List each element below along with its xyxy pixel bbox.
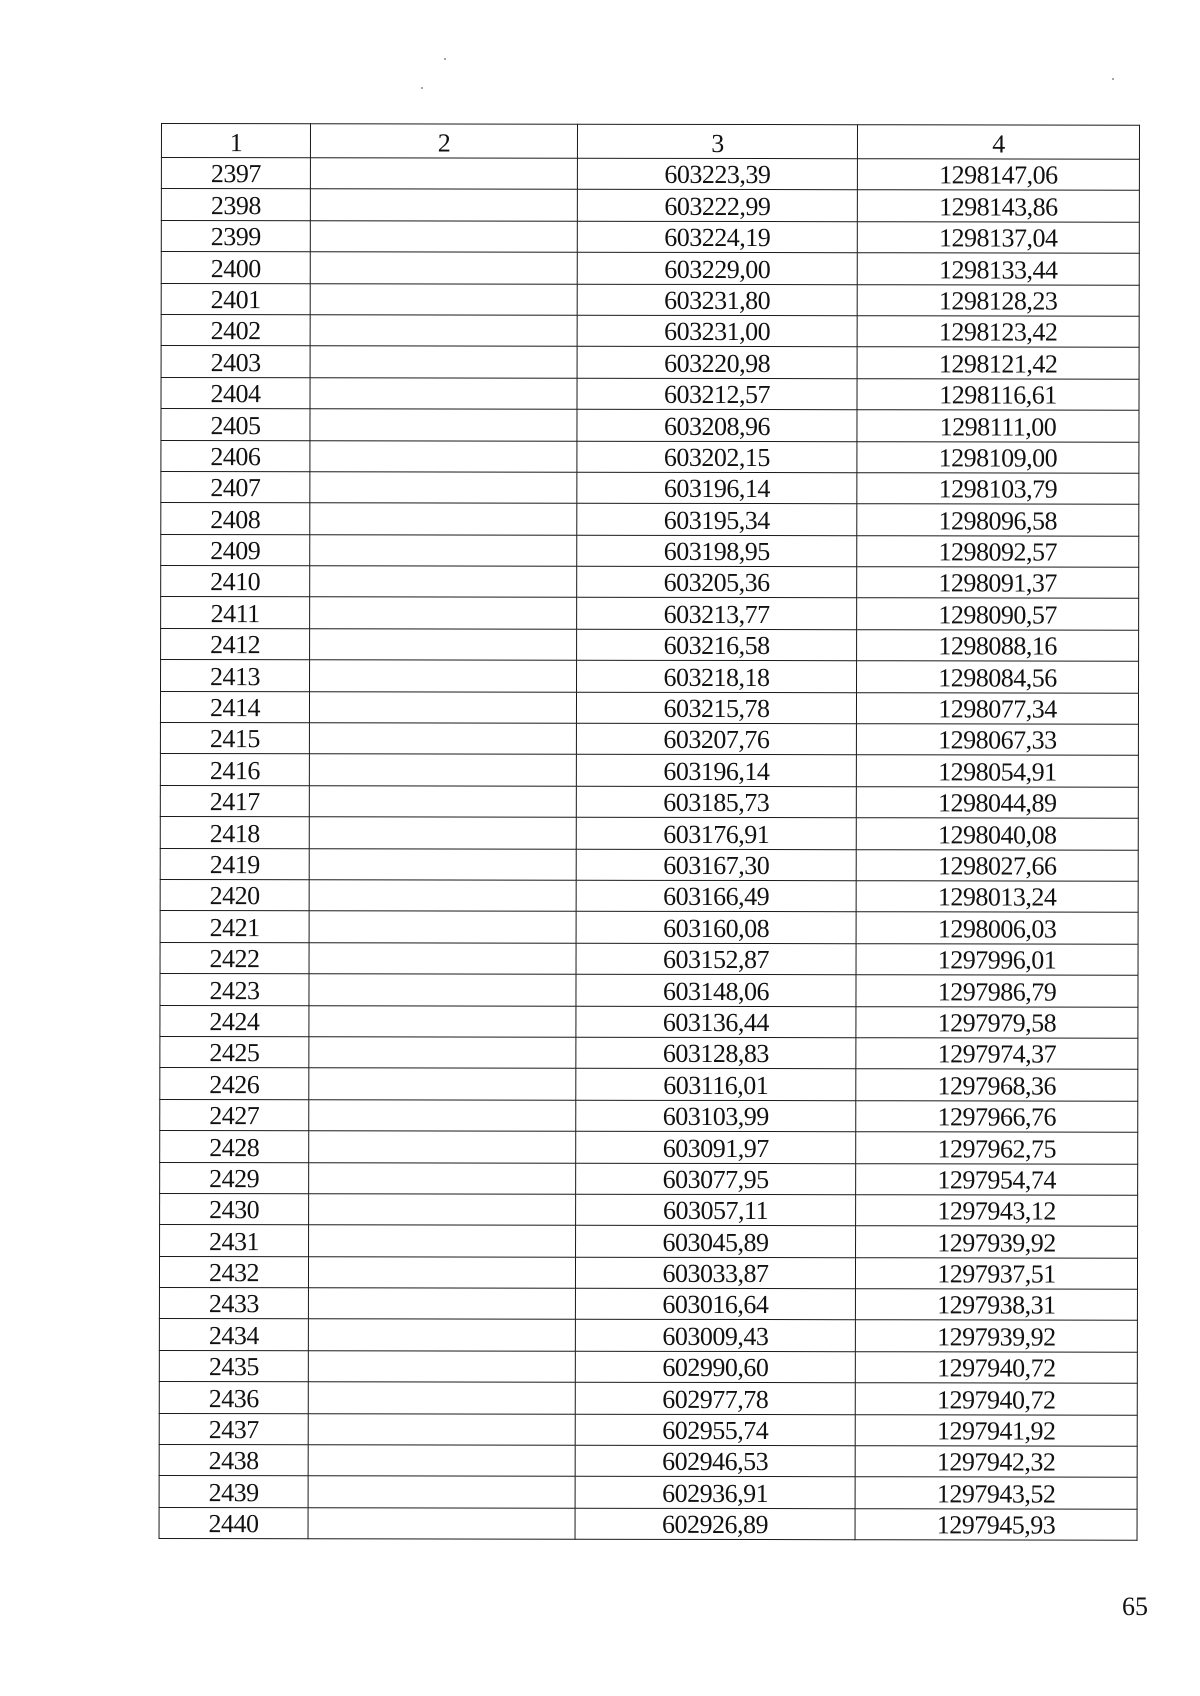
table-row	[159, 1507, 1137, 1540]
point-number-cell: 2431	[160, 1225, 309, 1257]
x-coordinate-cell: 603202,15	[577, 441, 857, 473]
table-row	[161, 220, 1139, 253]
point-number-cell: 2416	[160, 754, 309, 786]
x-coordinate-cell: 602936,91	[575, 1477, 855, 1509]
table-row	[161, 314, 1139, 347]
x-coordinate-cell: 602990,60	[575, 1351, 855, 1383]
description-cell	[310, 315, 577, 347]
point-number-cell: 2404	[161, 377, 310, 409]
y-coordinate-cell: 1298084,56	[857, 661, 1139, 693]
x-coordinate-cell: 603167,30	[576, 849, 856, 881]
y-coordinate-cell: 1297942,32	[855, 1446, 1137, 1478]
table-body	[159, 158, 1139, 1541]
y-coordinate-cell: 1297968,36	[856, 1069, 1138, 1101]
x-coordinate-cell: 603222,99	[577, 190, 857, 222]
description-cell	[310, 660, 577, 692]
description-cell	[308, 1351, 575, 1383]
point-number-cell: 2399	[161, 220, 310, 252]
table-row	[160, 1193, 1138, 1226]
y-coordinate-cell: 1298088,16	[857, 630, 1139, 662]
x-coordinate-cell: 603218,18	[577, 660, 857, 692]
description-cell	[310, 189, 577, 221]
y-coordinate-cell: 1297940,72	[855, 1352, 1137, 1384]
x-coordinate-cell: 603220,98	[577, 347, 857, 379]
x-coordinate-cell: 603057,11	[576, 1194, 856, 1226]
table-row	[160, 754, 1138, 787]
description-cell	[310, 597, 577, 629]
x-coordinate-cell: 603196,14	[576, 755, 856, 787]
description-cell	[309, 1162, 576, 1194]
x-coordinate-cell: 603148,06	[576, 974, 856, 1006]
point-number-cell: 2397	[161, 158, 310, 190]
table-row	[159, 1382, 1137, 1415]
point-number-cell: 2438	[159, 1445, 308, 1477]
description-cell	[310, 534, 577, 566]
y-coordinate-cell: 1298077,34	[856, 692, 1138, 724]
x-coordinate-cell: 602977,78	[575, 1382, 855, 1414]
table-row	[160, 1005, 1138, 1038]
point-number-cell: 2403	[161, 346, 310, 378]
point-number-cell: 2427	[160, 1099, 309, 1131]
point-number-cell: 2423	[160, 974, 309, 1006]
point-number-cell: 2434	[159, 1319, 308, 1351]
point-number-cell: 2420	[160, 879, 309, 911]
table-row	[161, 660, 1139, 693]
table-row	[161, 409, 1139, 442]
table-row	[161, 252, 1139, 285]
table-row	[160, 723, 1138, 756]
column-header-1: 1	[161, 124, 310, 158]
x-coordinate-cell: 603185,73	[576, 786, 856, 818]
table-row	[161, 283, 1139, 316]
point-number-cell: 2432	[159, 1256, 308, 1288]
table-row	[160, 1099, 1138, 1132]
description-cell	[308, 1445, 575, 1477]
table-row	[161, 471, 1139, 504]
description-cell	[309, 911, 576, 943]
point-number-cell: 2433	[159, 1288, 308, 1320]
y-coordinate-cell: 1298096,58	[857, 504, 1139, 536]
table-row	[159, 1350, 1137, 1383]
description-cell	[309, 1225, 576, 1257]
description-cell	[310, 503, 577, 535]
description-cell	[309, 817, 576, 849]
description-cell	[309, 786, 576, 818]
y-coordinate-cell: 1298123,42	[857, 316, 1139, 348]
point-number-cell: 2409	[161, 534, 310, 566]
y-coordinate-cell: 1297974,37	[856, 1038, 1138, 1070]
point-number-cell: 2407	[161, 471, 310, 503]
point-number-cell: 2413	[161, 660, 310, 692]
scan-speck	[421, 87, 423, 89]
y-coordinate-cell: 1297941,92	[855, 1414, 1137, 1446]
scan-speck	[1112, 78, 1114, 80]
description-cell	[310, 409, 577, 441]
description-cell	[309, 848, 576, 880]
description-cell	[309, 943, 576, 975]
y-coordinate-cell: 1297938,31	[855, 1289, 1137, 1321]
description-cell	[308, 1319, 575, 1351]
table-row	[160, 817, 1138, 850]
table-row	[161, 503, 1139, 536]
x-coordinate-cell: 603016,64	[575, 1288, 855, 1320]
y-coordinate-cell: 1298044,89	[856, 787, 1138, 819]
y-coordinate-cell: 1298143,86	[857, 190, 1139, 222]
y-coordinate-cell: 1298116,61	[857, 378, 1139, 410]
x-coordinate-cell: 603045,89	[576, 1226, 856, 1258]
table-row	[160, 1068, 1138, 1101]
y-coordinate-cell: 1298054,91	[856, 755, 1138, 787]
y-coordinate-cell: 1298067,33	[856, 724, 1138, 756]
table-row	[159, 1288, 1137, 1321]
table-row	[160, 785, 1138, 818]
y-coordinate-cell: 1298091,37	[857, 567, 1139, 599]
table-row	[160, 879, 1138, 912]
table-row	[160, 848, 1138, 881]
table-row	[161, 189, 1139, 222]
x-coordinate-cell: 603033,87	[575, 1257, 855, 1289]
x-coordinate-cell: 603198,95	[577, 535, 857, 567]
y-coordinate-cell: 1298137,04	[857, 221, 1139, 253]
description-cell	[310, 566, 577, 598]
y-coordinate-cell: 1298111,00	[857, 410, 1139, 442]
table-row	[160, 942, 1138, 975]
table-row	[159, 1445, 1137, 1478]
y-coordinate-cell: 1297979,58	[856, 1006, 1138, 1038]
x-coordinate-cell: 603160,08	[576, 912, 856, 944]
point-number-cell: 2436	[159, 1382, 308, 1414]
table-header-row	[161, 124, 1139, 160]
y-coordinate-cell: 1297962,75	[856, 1132, 1138, 1164]
y-coordinate-cell: 1297943,52	[855, 1477, 1137, 1509]
table-row	[161, 440, 1139, 473]
description-cell	[309, 1131, 576, 1163]
x-coordinate-cell: 603224,19	[577, 221, 857, 253]
description-cell	[308, 1413, 575, 1445]
y-coordinate-cell: 1297939,92	[855, 1320, 1137, 1352]
table-row	[161, 566, 1139, 599]
column-header-2: 2	[310, 124, 577, 158]
description-cell	[310, 283, 577, 315]
y-coordinate-cell: 1297996,01	[856, 943, 1138, 975]
x-coordinate-cell: 603212,57	[577, 378, 857, 410]
y-coordinate-cell: 1298103,79	[857, 473, 1139, 505]
table-row	[160, 1036, 1138, 1069]
y-coordinate-cell: 1297945,93	[855, 1509, 1137, 1541]
x-coordinate-cell: 603231,00	[577, 315, 857, 347]
x-coordinate-cell: 603009,43	[575, 1320, 855, 1352]
table-row	[160, 1162, 1138, 1195]
description-cell	[309, 1037, 576, 1069]
x-coordinate-cell: 603216,58	[577, 629, 857, 661]
description-cell	[309, 723, 576, 755]
point-number-cell: 2439	[159, 1476, 308, 1508]
table-row	[159, 1476, 1137, 1509]
point-number-cell: 2406	[161, 440, 310, 472]
y-coordinate-cell: 1297943,12	[856, 1195, 1138, 1227]
y-coordinate-cell: 1298027,66	[856, 849, 1138, 881]
x-coordinate-cell: 603116,01	[576, 1069, 856, 1101]
point-number-cell: 2421	[160, 911, 309, 943]
description-cell	[310, 221, 577, 253]
table-row	[160, 974, 1138, 1007]
x-coordinate-cell: 603231,80	[577, 284, 857, 316]
description-cell	[308, 1382, 575, 1414]
x-coordinate-cell: 603196,14	[577, 472, 857, 504]
point-number-cell: 2398	[161, 189, 310, 221]
table-row	[161, 597, 1139, 630]
x-coordinate-cell: 603205,36	[577, 566, 857, 598]
y-coordinate-cell: 1298013,24	[856, 881, 1138, 913]
x-coordinate-cell: 603229,00	[577, 252, 857, 284]
y-coordinate-cell: 1298090,57	[857, 598, 1139, 630]
point-number-cell: 2410	[161, 566, 310, 598]
table-row	[160, 1225, 1138, 1258]
point-number-cell: 2422	[160, 942, 309, 974]
point-number-cell: 2408	[161, 503, 310, 535]
description-cell	[310, 440, 577, 472]
point-number-cell: 2418	[160, 817, 309, 849]
table-row	[159, 1319, 1137, 1352]
y-coordinate-cell: 1298133,44	[857, 253, 1139, 285]
description-cell	[308, 1508, 575, 1540]
description-cell	[308, 1256, 575, 1288]
x-coordinate-cell: 603215,78	[576, 692, 856, 724]
x-coordinate-cell: 603077,95	[576, 1163, 856, 1195]
point-number-cell: 2425	[160, 1036, 309, 1068]
x-coordinate-cell: 603128,83	[576, 1037, 856, 1069]
point-number-cell: 2419	[160, 848, 309, 880]
x-coordinate-cell: 602946,53	[575, 1445, 855, 1477]
description-cell	[308, 1476, 575, 1508]
point-number-cell: 2415	[160, 723, 309, 755]
y-coordinate-cell: 1298121,42	[857, 347, 1139, 379]
description-cell	[309, 880, 576, 912]
point-number-cell: 2417	[160, 785, 309, 817]
y-coordinate-cell: 1298109,00	[857, 441, 1139, 473]
table-row	[161, 628, 1139, 661]
x-coordinate-cell: 602926,89	[575, 1508, 855, 1540]
point-number-cell: 2430	[160, 1193, 309, 1225]
table-row	[160, 1131, 1138, 1164]
description-cell	[310, 252, 577, 284]
description-cell	[309, 1005, 576, 1037]
x-coordinate-cell: 603208,96	[577, 409, 857, 441]
point-number-cell: 2437	[159, 1413, 308, 1445]
x-coordinate-cell: 602955,74	[575, 1414, 855, 1446]
x-coordinate-cell: 603091,97	[576, 1131, 856, 1163]
y-coordinate-cell: 1297937,51	[855, 1257, 1137, 1289]
point-number-cell: 2440	[159, 1507, 308, 1539]
y-coordinate-cell: 1298147,06	[857, 159, 1139, 191]
table-row	[161, 534, 1139, 567]
x-coordinate-cell: 603195,34	[577, 504, 857, 536]
y-coordinate-cell: 1297954,74	[856, 1163, 1138, 1195]
page-number: 65	[1122, 1592, 1148, 1621]
table-row	[161, 346, 1139, 379]
table-row	[159, 1413, 1137, 1446]
point-number-cell: 2400	[161, 252, 310, 284]
description-cell	[310, 346, 577, 378]
point-number-cell: 2402	[161, 314, 310, 346]
y-coordinate-cell: 1298128,23	[857, 284, 1139, 316]
description-cell	[310, 377, 577, 409]
point-number-cell: 2411	[161, 597, 310, 629]
x-coordinate-cell: 603166,49	[576, 880, 856, 912]
point-number-cell: 2405	[161, 409, 310, 441]
y-coordinate-cell: 1298040,08	[856, 818, 1138, 850]
y-coordinate-cell: 1298006,03	[856, 912, 1138, 944]
description-cell	[309, 1194, 576, 1226]
point-number-cell: 2426	[160, 1068, 309, 1100]
x-coordinate-cell: 603136,44	[576, 1006, 856, 1038]
y-coordinate-cell: 1297940,72	[855, 1383, 1137, 1415]
description-cell	[310, 472, 577, 504]
scan-speck	[444, 58, 446, 60]
table-row	[161, 158, 1139, 191]
column-header-4: 4	[857, 125, 1139, 159]
table-row	[160, 911, 1138, 944]
x-coordinate-cell: 603223,39	[577, 158, 857, 190]
x-coordinate-cell: 603207,76	[576, 723, 856, 755]
x-coordinate-cell: 603103,99	[576, 1100, 856, 1132]
x-coordinate-cell: 603213,77	[577, 598, 857, 630]
y-coordinate-cell: 1298092,57	[857, 535, 1139, 567]
point-number-cell: 2401	[161, 283, 310, 315]
description-cell	[309, 754, 576, 786]
y-coordinate-cell: 1297939,92	[856, 1226, 1138, 1258]
column-header-3: 3	[577, 124, 857, 158]
point-number-cell: 2414	[160, 691, 309, 723]
table-row	[161, 377, 1139, 410]
point-number-cell: 2412	[161, 628, 310, 660]
description-cell	[310, 158, 577, 190]
description-cell	[309, 691, 576, 723]
coordinates-table	[159, 123, 1140, 1541]
y-coordinate-cell: 1297986,79	[856, 975, 1138, 1007]
table-row	[160, 691, 1138, 724]
x-coordinate-cell: 603176,91	[576, 817, 856, 849]
point-number-cell: 2429	[160, 1162, 309, 1194]
point-number-cell: 2435	[159, 1350, 308, 1382]
table-row	[159, 1256, 1137, 1289]
description-cell	[309, 1068, 576, 1100]
point-number-cell: 2424	[160, 1005, 309, 1037]
y-coordinate-cell: 1297966,76	[856, 1100, 1138, 1132]
description-cell	[309, 974, 576, 1006]
point-number-cell: 2428	[160, 1131, 309, 1163]
description-cell	[308, 1288, 575, 1320]
description-cell	[309, 1099, 576, 1131]
x-coordinate-cell: 603152,87	[576, 943, 856, 975]
description-cell	[310, 629, 577, 661]
